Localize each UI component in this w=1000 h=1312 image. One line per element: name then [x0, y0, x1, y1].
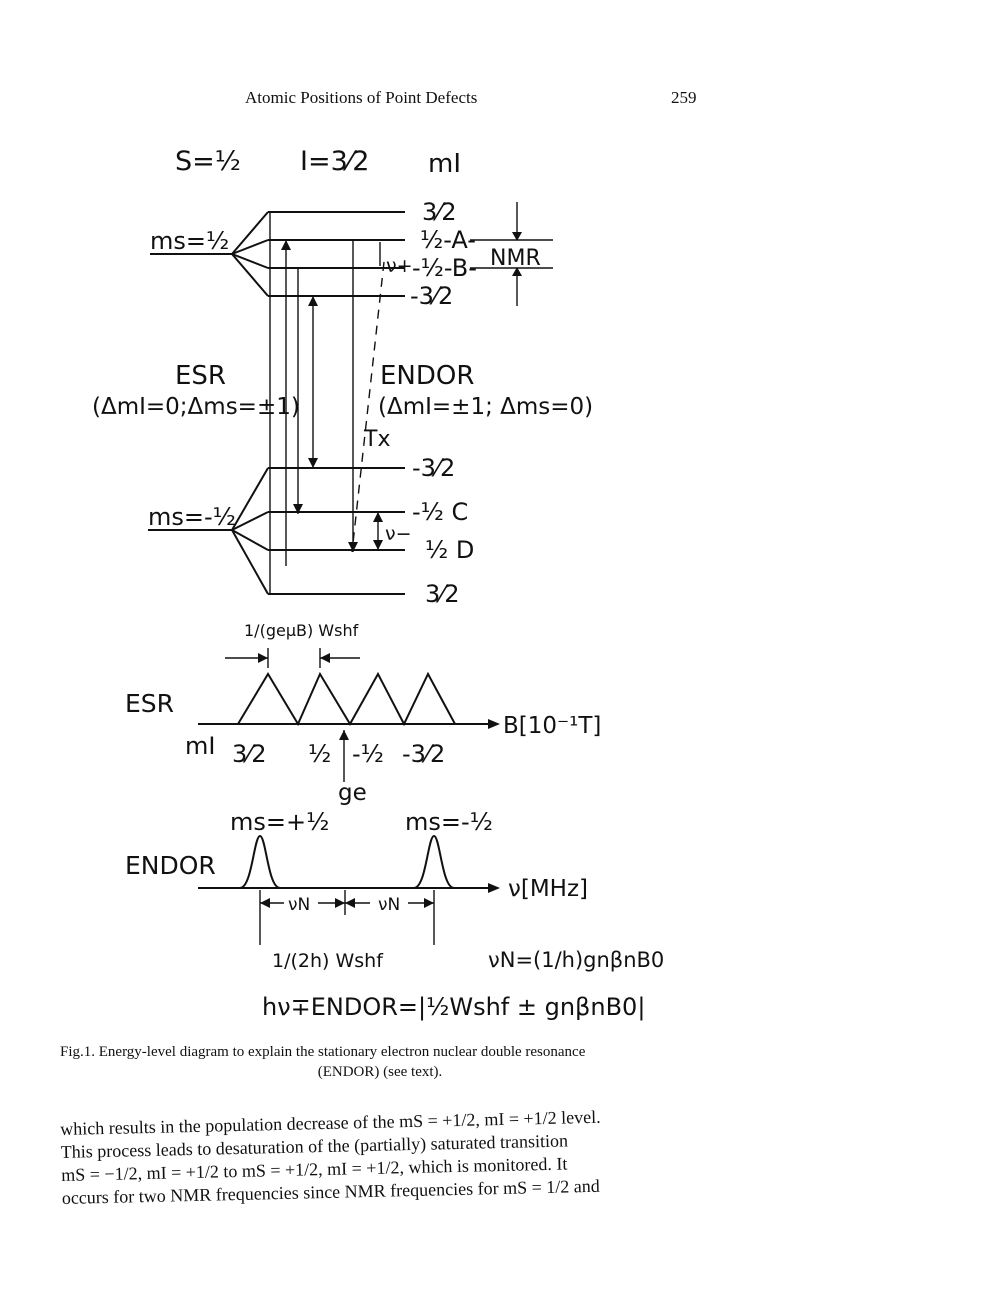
endor-peak-left	[240, 836, 280, 888]
level-label-up-3-2: 3⁄2	[422, 198, 457, 226]
level-label-low-3-2: 3⁄2	[425, 580, 460, 608]
body-line-2: This process leads to desaturation of the (partially) saturated transition	[60, 1130, 569, 1162]
figure-caption	[60, 1042, 700, 1082]
caption-label: Fig.1.	[60, 1044, 96, 1060]
level-label-up-m3-2: -3⁄2	[410, 282, 454, 310]
spin-s-label: S=½	[175, 146, 241, 177]
esr-mi-value-3: -½	[352, 740, 384, 768]
tx-label: Tx	[364, 427, 391, 452]
half-wshf-label: 1/(2h) Wshf	[272, 950, 383, 972]
esr-mi-label: mI	[185, 732, 216, 760]
endor-ms-left: ms=+½	[230, 808, 330, 836]
body-line-1: which results in the population decrease of the mS = +1/2, mI = +1/2 level.	[60, 1106, 601, 1139]
endor-rule: (ΔmI=±1; Δms=0)	[378, 394, 594, 420]
esr-axis-label: B[10⁻¹T]	[503, 713, 602, 739]
endor-spectrum-label: ENDOR	[125, 851, 216, 880]
endor-axis-label: ν[MHz]	[508, 876, 589, 902]
endor-formula: hν∓ENDOR=|½Wshf ± gnβnB0|	[262, 993, 646, 1021]
mi-header-label: mI	[428, 149, 461, 179]
lower-ms-label: ms=-½	[148, 503, 236, 531]
esr-spectrum-label: ESR	[125, 689, 175, 718]
esr-label: ESR	[175, 361, 226, 391]
nu-plus-label: ν+	[386, 255, 413, 277]
esr-mi-value-1: 3⁄2	[232, 740, 267, 768]
nu-n-left: νN	[288, 895, 311, 915]
esr-mi-value-4: -3⁄2	[402, 740, 446, 768]
level-label-low-m3-2: -3⁄2	[412, 454, 456, 482]
body-line-3: mS = −1/2, mI = +1/2 to mS = +1/2, mI = +1/2, which is monitored. It	[61, 1153, 568, 1185]
spin-i-label: I=3⁄2	[300, 146, 370, 177]
nmr-label: NMR	[490, 246, 541, 271]
level-label-low-D: ½ D	[425, 536, 475, 564]
level-label-low-C: -½ C	[412, 498, 469, 526]
nu-n-right: νN	[378, 895, 401, 915]
esr-spacing-label: 1/(geμB) Wshf	[244, 621, 359, 640]
esr-spectrum-line	[238, 674, 455, 724]
level-label-up-B: -½-B-	[412, 254, 477, 282]
esr-rule: (ΔmI=0;Δms=±1)	[92, 394, 300, 420]
caption-line-2: (ENDOR) (see text).	[317, 1064, 443, 1080]
nu-minus-label: ν−	[385, 523, 412, 545]
esr-mi-value-2: ½	[308, 740, 332, 768]
caption-line-1: Energy-level diagram to explain the stationary electron nuclear double resonance	[98, 1044, 586, 1060]
endor-ms-right: ms=-½	[405, 808, 493, 836]
body-line-4: occurs for two NMR frequencies since NMR frequencies for mS = 1/2 and	[61, 1175, 600, 1208]
endor-peak-right	[414, 836, 454, 888]
upper-ms-label: ms=½	[150, 227, 230, 255]
endor-label: ENDOR	[380, 361, 475, 391]
level-label-up-A: ½-A-	[420, 226, 476, 254]
ge-label: ge	[338, 780, 367, 806]
nu-n-formula: νN=(1/h)gnβnB0	[488, 948, 665, 972]
page-number: 259	[671, 88, 697, 107]
body-text	[60, 1103, 702, 1209]
running-title: Atomic Positions of Point Defects	[245, 88, 478, 107]
